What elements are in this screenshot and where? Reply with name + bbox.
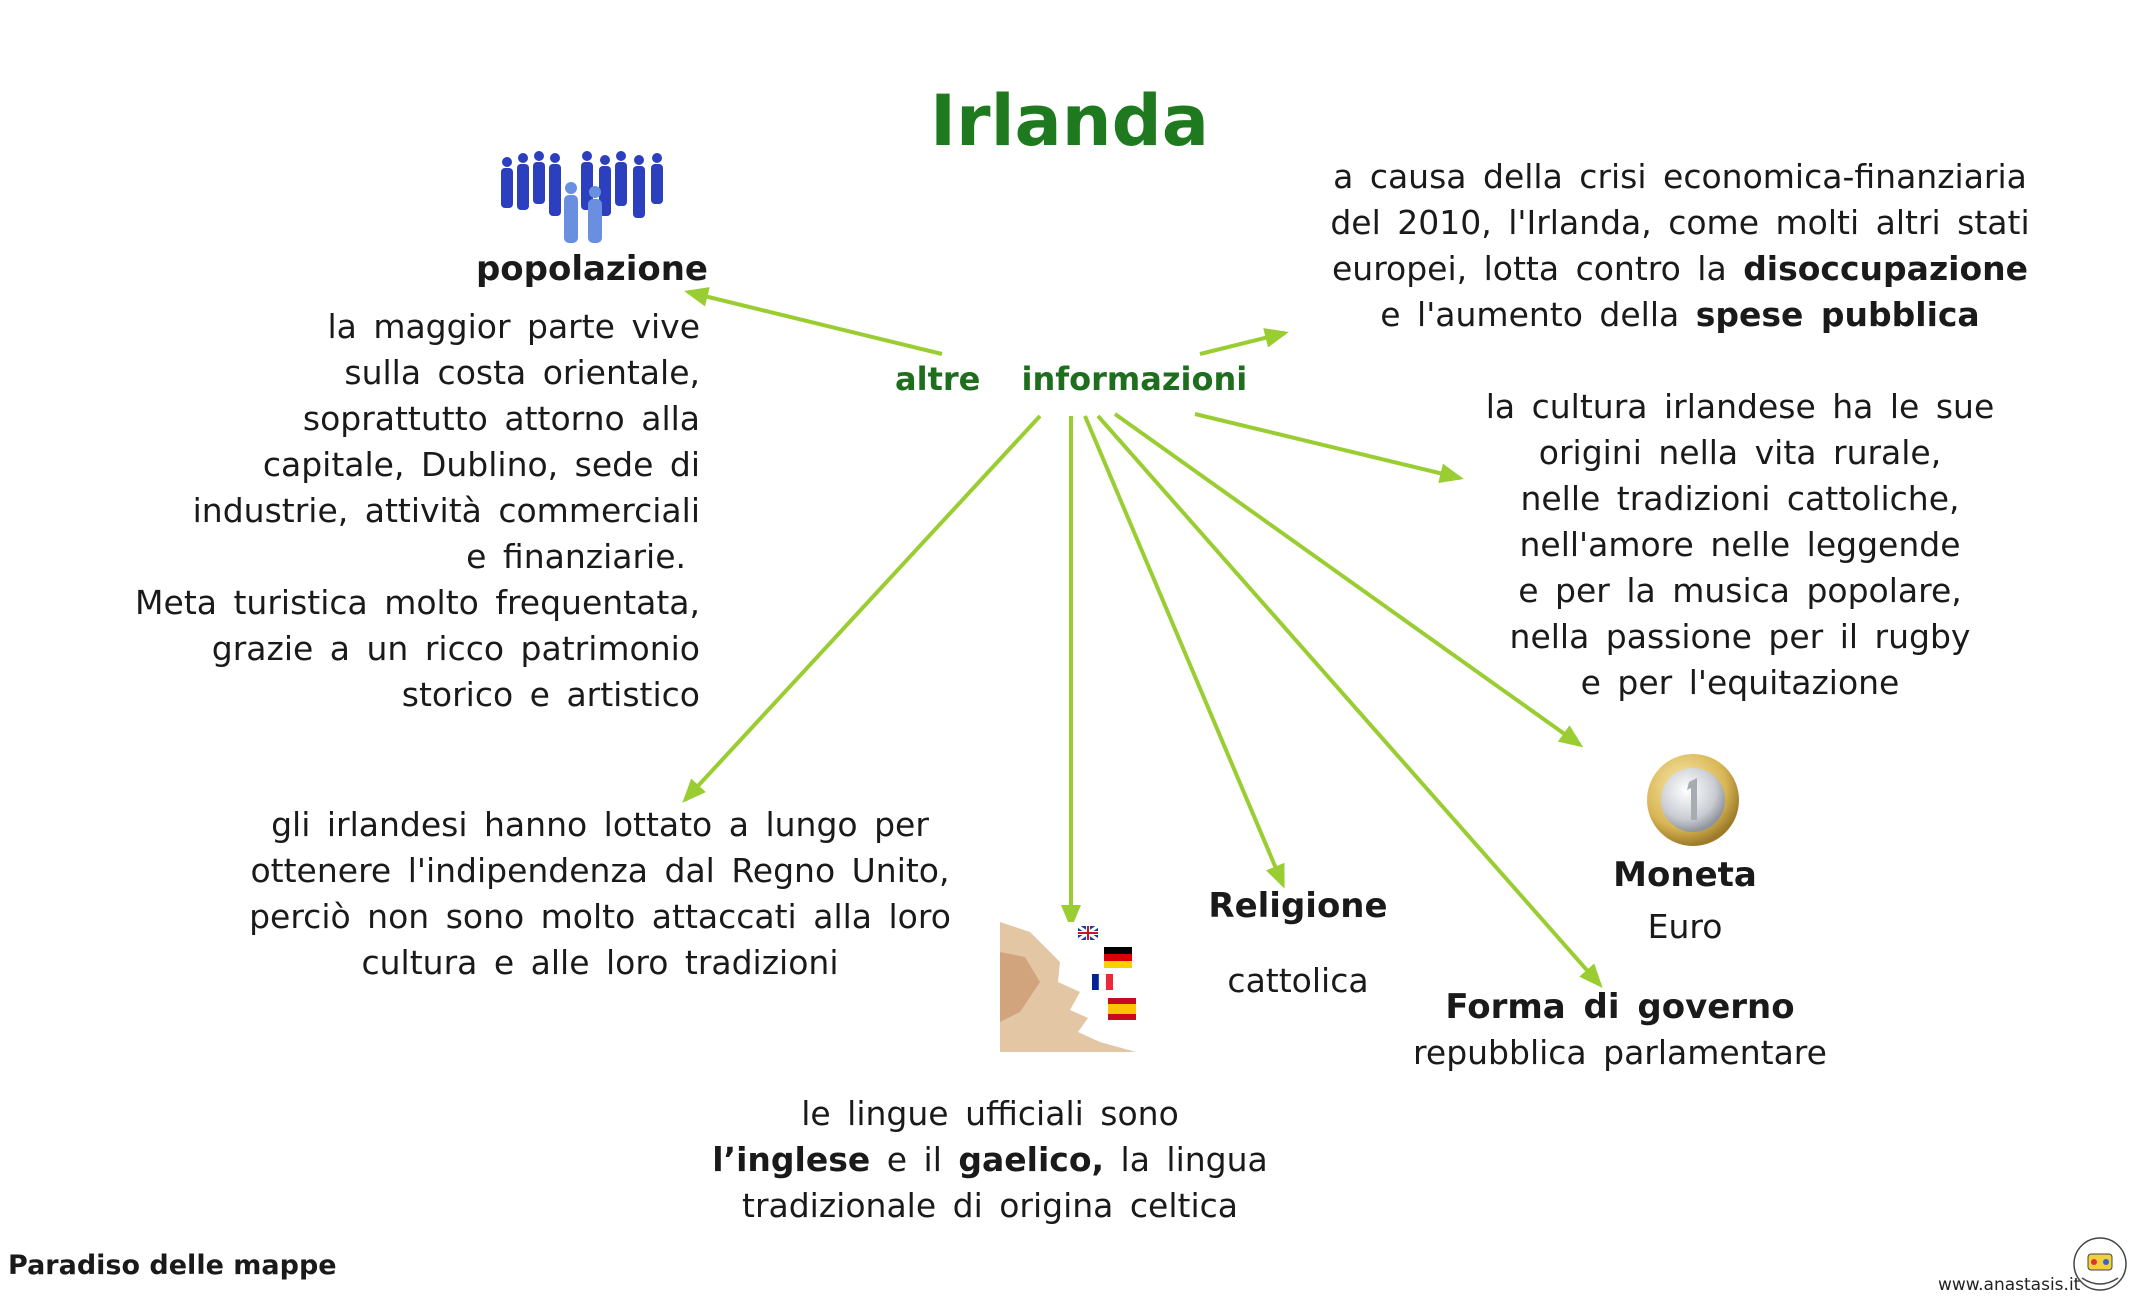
religione-heading: Religione bbox=[1208, 886, 1388, 926]
cultura-line: nelle tradizioni cattoliche, bbox=[1520, 479, 1960, 518]
lingue-text bbox=[640, 1091, 1340, 1229]
euro-coin-icon bbox=[1645, 752, 1741, 848]
popolazione-line: e finanziarie. bbox=[466, 537, 686, 576]
cultura-line: nell'amore nelle leggende bbox=[1519, 525, 1961, 564]
crisi-line bbox=[1260, 246, 2100, 292]
lingue-line: le lingue ufficiali sono bbox=[801, 1094, 1179, 1133]
arrow-popolazione bbox=[688, 292, 942, 354]
crisi-keyword-spese: spese pubblica bbox=[1695, 295, 1980, 334]
indipendenza-line: gli irlandesi hanno lottato a lungo per bbox=[271, 805, 929, 844]
cultura-line: la cultura irlandese ha le sue bbox=[1485, 387, 1995, 426]
governo-heading: Forma di governo bbox=[1445, 987, 1795, 1027]
popolazione-line: la maggior parte vive bbox=[327, 307, 700, 346]
popolazione-line: capitale, Dublino, sede di bbox=[262, 445, 700, 484]
cultura-text bbox=[1420, 384, 2060, 706]
lingue-line2-mid: e il bbox=[886, 1140, 942, 1179]
people-icon bbox=[497, 148, 677, 248]
lingue-line bbox=[640, 1137, 1340, 1183]
central-node-word2: informazioni bbox=[1021, 360, 1248, 398]
crisi-keyword-disoccupazione: disoccupazione bbox=[1743, 249, 2029, 288]
cultura-line: origini nella vita rurale, bbox=[1538, 433, 1942, 472]
popolazione-line: storico e artistico bbox=[401, 675, 700, 714]
supermappe-logo-icon bbox=[2070, 1234, 2130, 1294]
arrow-indipendenza bbox=[685, 416, 1040, 800]
lingue-line: tradizionale di origina celtica bbox=[742, 1186, 1238, 1225]
indipendenza-line: ottenere l'indipendenza dal Regno Unito, bbox=[250, 851, 950, 890]
crisi-line3-text: europei, lotta contro la bbox=[1331, 249, 1727, 288]
lingue-keyword-inglese: l’inglese bbox=[712, 1140, 871, 1179]
moneta-heading: Moneta bbox=[1613, 855, 1757, 895]
popolazione-text bbox=[40, 304, 700, 718]
cultura-line: e per la musica popolare, bbox=[1518, 571, 1962, 610]
lingue-keyword-gaelico: gaelico, bbox=[958, 1140, 1105, 1179]
footer-brand: Paradiso delle mappe bbox=[8, 1250, 337, 1281]
crisi-line: a causa della crisi economica-finanziaria bbox=[1333, 157, 2027, 196]
popolazione-heading: popolazione bbox=[475, 249, 708, 289]
religione-value: cattolica bbox=[1227, 961, 1369, 1000]
languages-icon bbox=[1000, 922, 1136, 1052]
central-node-word1: altre bbox=[895, 360, 981, 398]
popolazione-line: soprattutto attorno alla bbox=[302, 399, 700, 438]
crisi-text bbox=[1260, 154, 2100, 338]
footer-website: www.anastasis.it bbox=[1938, 1275, 2081, 1295]
governo-value: repubblica parlamentare bbox=[1413, 1033, 1827, 1072]
popolazione-line: grazie a un ricco patrimonio bbox=[211, 629, 700, 668]
cultura-line: nella passione per il rugby bbox=[1509, 617, 1971, 656]
popolazione-line: sulla costa orientale, bbox=[344, 353, 700, 392]
indipendenza-line: perciò non sono molto attaccati alla loro bbox=[249, 897, 951, 936]
popolazione-line: Meta turistica molto frequentata, bbox=[135, 583, 700, 622]
moneta-value: Euro bbox=[1647, 907, 1723, 946]
indipendenza-text bbox=[190, 802, 1010, 986]
crisi-line bbox=[1260, 292, 2100, 338]
map-title: Irlanda bbox=[930, 80, 1209, 162]
lingue-line2-post: la lingua bbox=[1120, 1140, 1268, 1179]
arrow-religione bbox=[1085, 416, 1283, 885]
central-node bbox=[895, 360, 1247, 398]
crisi-line: del 2010, l'Irlanda, come molti altri stati bbox=[1330, 203, 2030, 242]
crisi-line4-text: e l'aumento della bbox=[1380, 295, 1680, 334]
popolazione-line: industrie, attività commerciali bbox=[192, 491, 700, 530]
indipendenza-line: cultura e alle loro tradizioni bbox=[361, 943, 839, 982]
cultura-line: e per l'equitazione bbox=[1580, 663, 1900, 702]
